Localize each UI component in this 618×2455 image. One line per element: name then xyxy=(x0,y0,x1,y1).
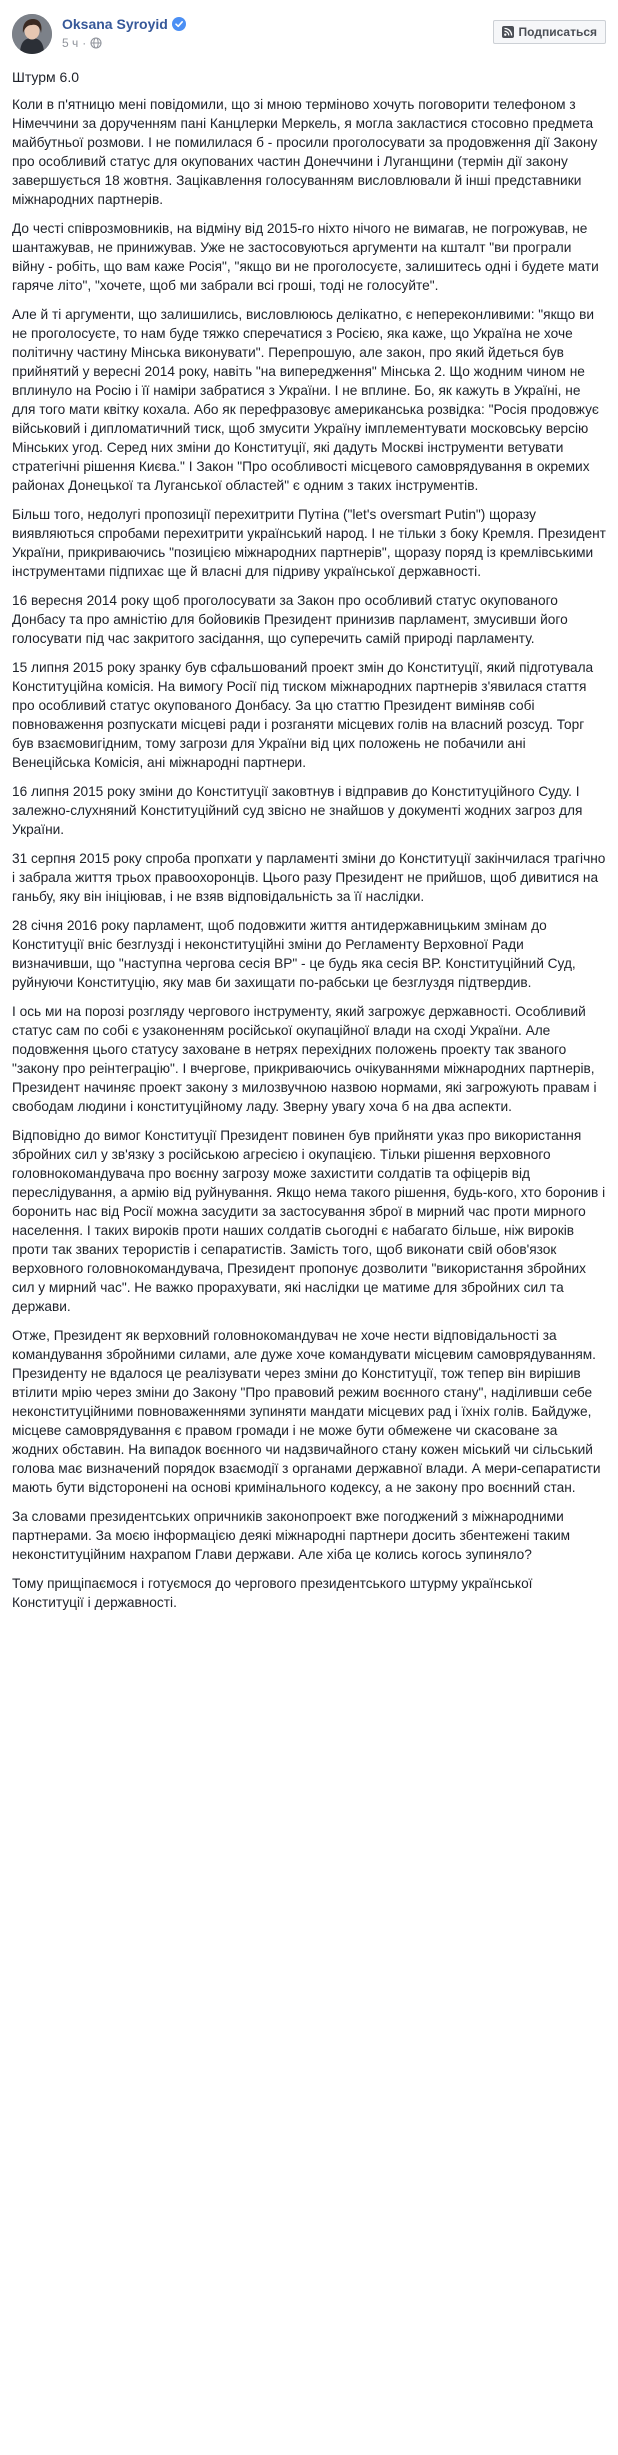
post-paragraph: Тому прищіпаємося і готуємося до чергового президентського штурму української Конституції і державності. xyxy=(12,1576,533,1610)
post-title: Штурм 6.0 xyxy=(12,69,80,85)
post-paragraph: 16 вересня 2014 року щоб проголосувати за Закон про особливий статус окупованого Донбасу та про амністію для бойовиків Президент принизив парламент, змусивши його голосувати під час закритого засідання, що суперечить самій природі парламенту. xyxy=(12,593,568,646)
post-paragraph: Більш того, недолугі пропозиції перехитрити Путіна ("let's oversmart Putin") щоразу виявляються спробами перехитрити український народ. І не тільки з боку Кремля. Президент України, прикриваючись "позицією міжнародних партнерів", щоразу поряд із кремлівськими інструментами підпихає ще й власні для підриву української державності. xyxy=(12,507,606,579)
author-name[interactable]: Oksana Syroyid xyxy=(62,16,168,32)
post-paragraph: 16 липня 2015 року зміни до Конституції заковтнув і відправив до Конституційного Суду. І залежно-слухняний Конституційний суд звісно не знайшов у документі жодних загроз для України. xyxy=(12,784,583,837)
post-paragraph: Коли в п'ятницю мені повідомили, що зі мною терміново хочуть поговорити телефоном з Німеччини за дорученням пані Канцлерки Меркель, я могла закластися стосовно предмета майбутньої розмови. І не помилилася б - просили проголосувати за продовження дії Закону про особливий статус для окупованих частин Донеччини і Луганщини (термін дії закону завершується 18 жовтня. Зацікавлення голосуванням висловлювали й інші представники міжнародних партнерів. xyxy=(12,97,598,207)
author-row xyxy=(62,16,186,32)
meta-separator: · xyxy=(82,36,87,50)
post-timestamp[interactable]: 5 ч xyxy=(62,36,79,50)
verified-badge-icon xyxy=(172,17,186,31)
post-paragraph: За словами президентських опричників законопроект вже погоджений з міжнародними партнерами. За моєю інформацією деякі міжнародні партнери досить збентежені таким неконституційним нахрапом Глави держави. Але хіба це колись когось зупиняло? xyxy=(12,1509,571,1562)
rss-icon xyxy=(502,26,514,38)
post-paragraph: Отже, Президент як верховний головнокомандувач не хоче нести відповідальності за командування збройними силами, але дуже хоче командувати місцевим самоврядуванням. Президенту не вдалося це реалізувати через зміни до Конституції, тож тепер він вирішив втілити мрію через зміни до Закону "Про правовий режим воєнного стану", наділивши себе неконституційними повноваженнями зупиняти мандати місцевих рад і їхніх голів. Байдуже, місцеве самоврядування є правом громади і не може бути обмежене чи скасоване за жодних обставин. На випадок воєнного чи надзвичайного стану кожен міський чи сільський голова має визначений порядок взаємодії з органами державної влади. А мери-сепаратисти мають бути відсторонені на основі кримінального кодексу, а не закону про воєнний стан. xyxy=(12,1328,601,1495)
avatar[interactable] xyxy=(12,14,52,54)
post-header xyxy=(12,14,606,58)
subscribe-button[interactable] xyxy=(493,20,606,44)
subscribe-label: Подписаться xyxy=(518,25,597,39)
globe-icon[interactable] xyxy=(90,37,102,49)
post-paragraph: 15 липня 2015 року зранку був сфальшований проект змін до Конституції, який підготувала Конституційна комісія. На вимогу Росії під тиском міжнародних партнерів з'явилася стаття про особливий статус окупованого Донбасу. За цю статтю Президент виміняв собі повноваження розпускати місцеві ради і розганяти місцевих голів на власний розсуд. Торг був взаємовигідним, тому загрози для України від цих положень не побачили ані Венеційська Комісія, ані міжнародні партнери. xyxy=(12,660,594,770)
post-paragraph: 31 серпня 2015 року спроба пропхати у парламенті зміни до Конституції закінчилася трагічно і забрала життя трьох правоохоронців. Цього разу Президент не прийшов, щоб дивитися на ганьбу, яку він ініціював, і не взяв відповідальність за її наслідки. xyxy=(12,851,606,904)
post-meta xyxy=(62,36,186,50)
post-paragraph: 28 січня 2016 року парламент, щоб подовжити життя антидержавницьким змінам до Конституції вніс безглузді і неконституційні зміни до Регламенту Верховної Ради визначивши, що "наступна чергова сесія ВР" - це будь яка сесія ВР. Конституційний Суд, руйнуючи Конституцію, яку мав би захищати по-рабськи це безглуздя підтвердив. xyxy=(12,918,576,990)
post-paragraph: Але й ті аргументи, що залишились, висловлююсь делікатно, є непереконливими: "якщо ви не проголосуєте, то нам буде тяжко сперечатися з Росією, яка каже, що Україна не хоче політичну частину Мінська виконувати". Перепрошую, але закон, про який йдеться був прийнятий у вересні 2014 року, навіть "на випередження" Мінська 2. Що жодним чином не вплинуло на Росію і її наміри забратися з України. І не вплине. Бо, як кажуть в Україні, не для того мати квітку кохала. Або як перефразовує американська розвідка: "Росія продовжує військовий і дипломатичний тиск, щоб змусити Україну імплементувати московську версію Мінських угод. Серед них зміни до Конституції, які дадуть Москві інструменти ветувати стратегічні рішення Києва." І Закон "Про особливості місцевого самоврядування в окремих районах Донецької та Луганської областей" є одним з таких інструментів. xyxy=(12,307,599,493)
post-paragraph: І ось ми на порозі розгляду чергового інструменту, який загрожує державності. Особливий статус сам по собі є узаконенням російської окупаційної влади на сході України. Але подовження цього статусу заховане в нетрях перехідних положень проекту так званого "закону про реінтеграцію". І вчергове, прикриваючись очікуваннями міжнародних партнерів, Президент начиняє проект закону з милозвучною назвою нормами, які загрожують правам і свободам людини і конституційному ладу. Зверну увагу хоча б на два аспекти. xyxy=(12,1004,597,1114)
post-body xyxy=(12,95,606,1612)
post-paragraph: Відповідно до вимог Конституції Президент повинен був прийняти указ про використання збройних сил у зв'язку з російською агресією і окупацією. Тільки рішення верховного головнокомандувача про воєнну загрозу може захистити солдатів та офіцерів від переслідування, а армію від руйнування. Якщо нема такого рішення, будь-кого, хто боронив і боронить нас від Росії можна засудити за застосування зброї в мирний час проти мирного населення. І таких вироків проти наших солдатів сьогодні є набагато більше, ніж вироків проти так званих терористів і сепаратистів. Замість того, щоб виконати свій обов'язок верховного головнокомандувача, Президент пропонує дозволити "використання збройних сил у мирний час". Не важко прорахувати, які наслідки це матиме для збройних сил та держави. xyxy=(12,1128,606,1314)
author-block xyxy=(62,16,186,50)
avatar-image xyxy=(12,14,52,54)
post-paragraph: До честі співрозмовників, на відміну від 2015-го ніхто нічого не вимагав, не погрожував, не шантажував, не принижував. Уже не застосовуються аргументи на кшталт "ви програли війну - робіть, що вам каже Росія", "якщо ви не проголосуєте, залишитесь одні і будете мати гаряче літо", "хочете, щоб ми забрали всі гроші, тоді не голосуйте". xyxy=(12,221,599,293)
